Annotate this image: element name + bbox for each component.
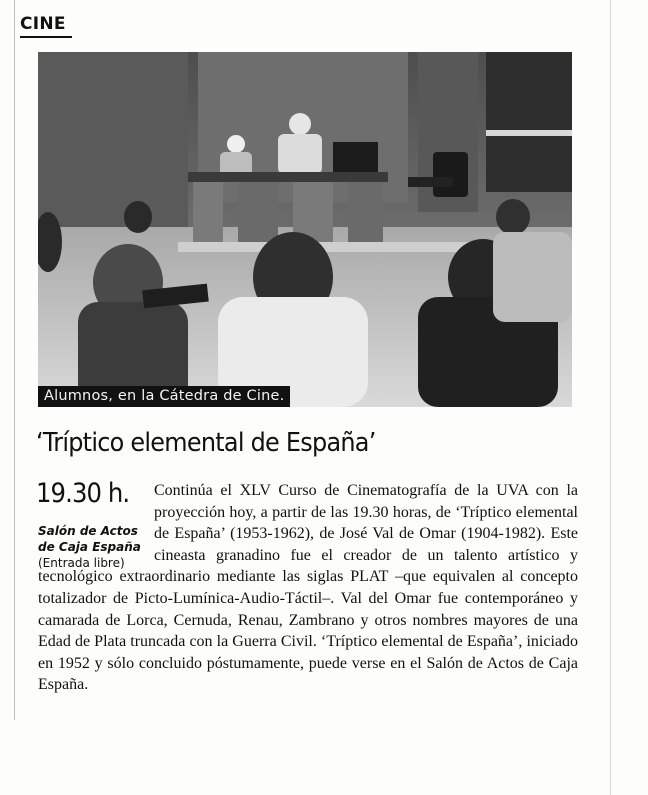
article-headline: ‘Tríptico elemental de España’ [36, 428, 376, 458]
section-label: CINE [20, 14, 66, 34]
info-box-spacer [38, 480, 154, 566]
photo-caption: Alumnos, en la Cátedra de Cine. [38, 386, 290, 407]
event-time: 19.30 h. [36, 478, 130, 509]
article-body [38, 480, 578, 696]
column-rule-right [610, 0, 611, 795]
section-underline [20, 36, 72, 38]
venue-name: Salón de Actos de Caja España [38, 524, 141, 554]
column-rule-left [14, 0, 15, 720]
lecture-photo [38, 52, 572, 407]
article-body-text: Continúa el XLV Curso de Cinematografía de la UVA con la proyección hoy, a partir de las 19.30 horas, de ‘Tríptico elemental de España’ (1953-1962), de José Val de Omar (1904-1982). Este cineasta granadino fue el creador de un talento artístico y tecnológico extraordinario mediante las siglas PLAT –que equivalen al concepto totalizador de Picto-Lumínica-Audio-Táctil–. Val del Omar fue contemporáneo y camarada de Lorca, Cernuda, Renau, Zambrano y otros nombres mayores de una Edad de Plata truncada con la Guerra Civil. ‘Tríptico elemental de España’, iniciado en 1952 y sólo concluido póstumamente, puede verse en el Salón de Actos de Caja España. [38, 482, 578, 694]
venue-note: (Entrada libre) [38, 556, 125, 570]
